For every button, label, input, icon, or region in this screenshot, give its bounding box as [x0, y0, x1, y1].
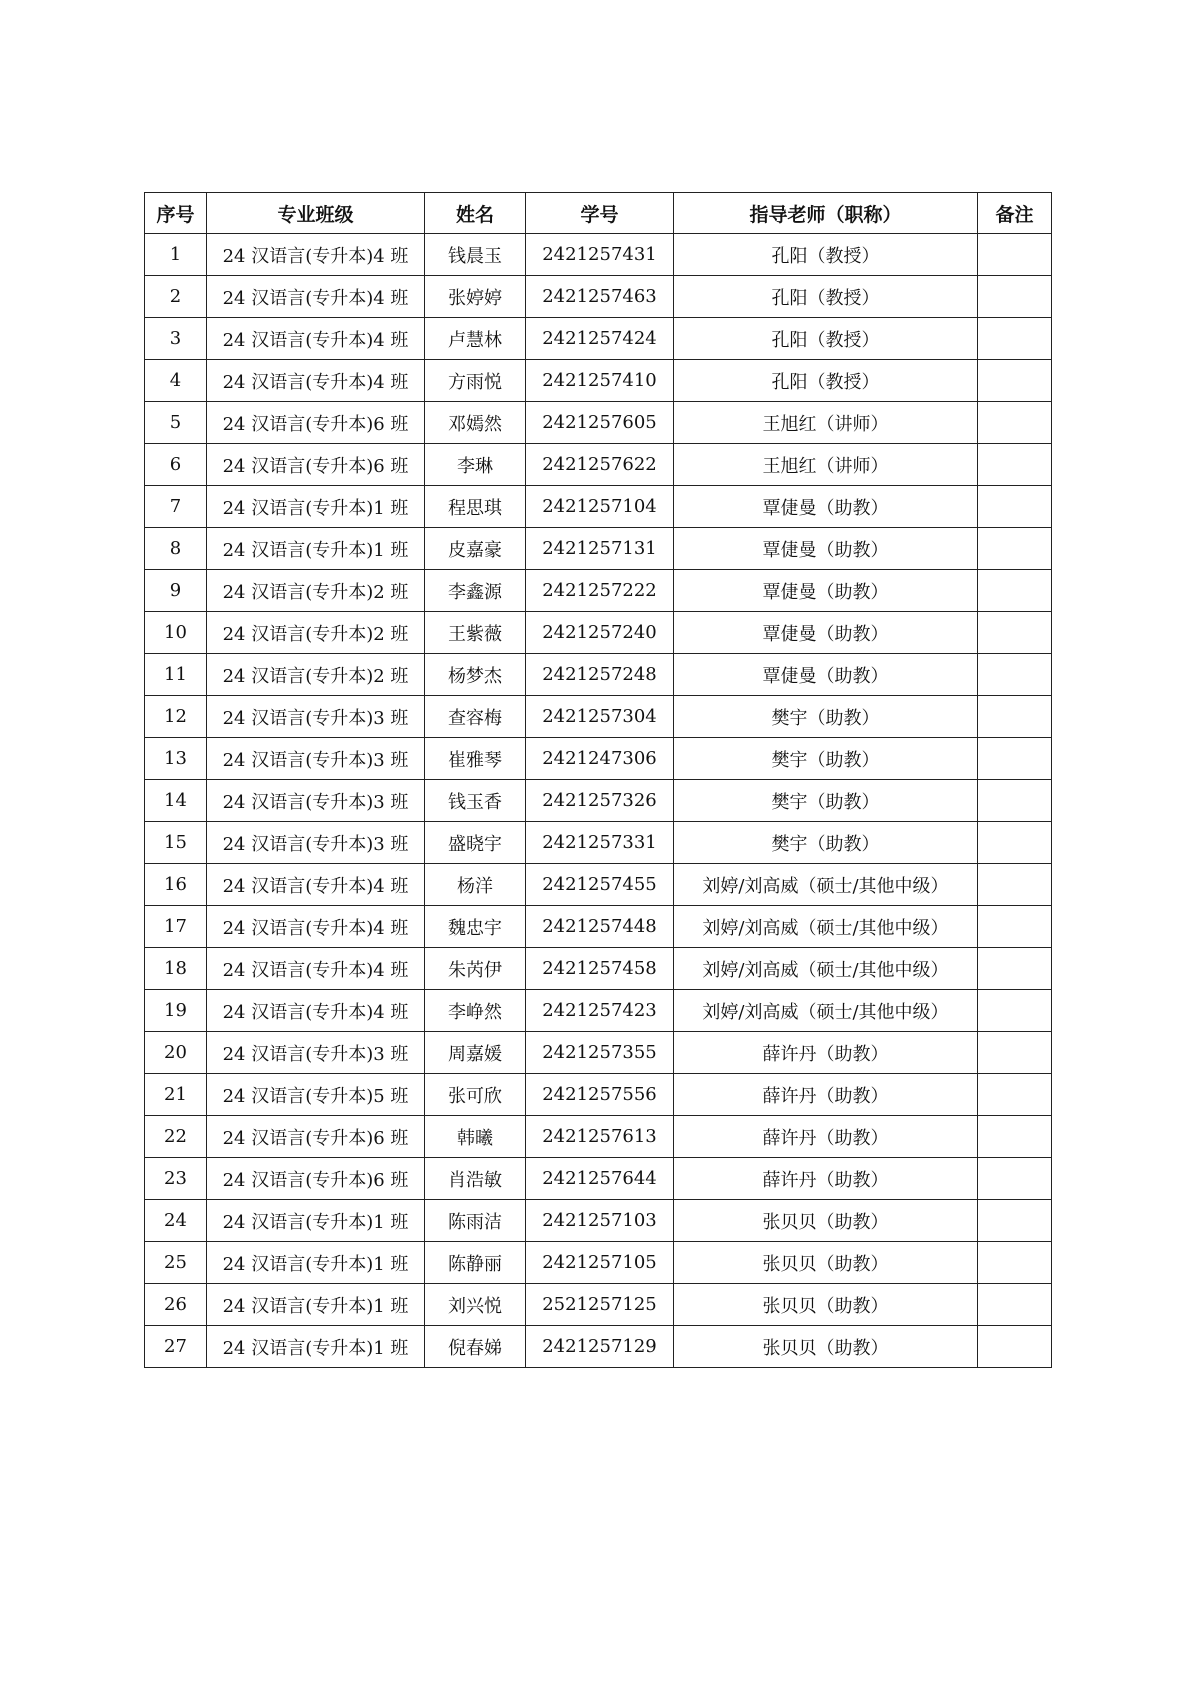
cell-note — [978, 486, 1052, 528]
cell-student-id: 2421257105 — [526, 1242, 674, 1284]
cell-name: 朱芮伊 — [425, 948, 526, 990]
cell-no: 12 — [145, 696, 207, 738]
cell-no: 20 — [145, 1032, 207, 1074]
cell-advisor: 孔阳（教授） — [674, 318, 978, 360]
table-body — [145, 234, 1052, 1368]
cell-student-id: 2421257131 — [526, 528, 674, 570]
cell-name: 张婷婷 — [425, 276, 526, 318]
cell-student-id: 2421257103 — [526, 1200, 674, 1242]
cell-name: 李琳 — [425, 444, 526, 486]
cell-class: 24 汉语言(专升本)1 班 — [207, 1242, 425, 1284]
cell-class: 24 汉语言(专升本)1 班 — [207, 1284, 425, 1326]
cell-no: 15 — [145, 822, 207, 864]
table-row — [145, 738, 1052, 780]
cell-name: 钱玉香 — [425, 780, 526, 822]
table-row — [145, 234, 1052, 276]
cell-advisor: 薛许丹（助教） — [674, 1158, 978, 1200]
cell-name: 程思琪 — [425, 486, 526, 528]
cell-name: 查容梅 — [425, 696, 526, 738]
cell-student-id: 2421257463 — [526, 276, 674, 318]
cell-student-id: 2421257240 — [526, 612, 674, 654]
cell-student-id: 2421257355 — [526, 1032, 674, 1074]
cell-no: 19 — [145, 990, 207, 1032]
cell-note — [978, 654, 1052, 696]
cell-class: 24 汉语言(专升本)3 班 — [207, 1032, 425, 1074]
header-advisor: 指导老师（职称） — [674, 193, 978, 234]
cell-advisor: 张贝贝（助教） — [674, 1326, 978, 1368]
cell-student-id: 2421257410 — [526, 360, 674, 402]
cell-note — [978, 1326, 1052, 1368]
cell-no: 26 — [145, 1284, 207, 1326]
cell-name: 邓嫣然 — [425, 402, 526, 444]
table-row — [145, 990, 1052, 1032]
cell-class: 24 汉语言(专升本)2 班 — [207, 654, 425, 696]
cell-student-id: 2421257622 — [526, 444, 674, 486]
cell-student-id: 2421257129 — [526, 1326, 674, 1368]
cell-no: 10 — [145, 612, 207, 654]
cell-class: 24 汉语言(专升本)4 班 — [207, 948, 425, 990]
header-name: 姓名 — [425, 193, 526, 234]
cell-note — [978, 822, 1052, 864]
cell-class: 24 汉语言(专升本)3 班 — [207, 822, 425, 864]
cell-no: 18 — [145, 948, 207, 990]
cell-class: 24 汉语言(专升本)3 班 — [207, 696, 425, 738]
cell-advisor: 覃倢曼（助教） — [674, 612, 978, 654]
cell-class: 24 汉语言(专升本)3 班 — [207, 738, 425, 780]
cell-class: 24 汉语言(专升本)6 班 — [207, 1158, 425, 1200]
cell-no: 3 — [145, 318, 207, 360]
cell-student-id: 2421257644 — [526, 1158, 674, 1200]
cell-note — [978, 864, 1052, 906]
cell-student-id: 2421257613 — [526, 1116, 674, 1158]
cell-student-id: 2421257104 — [526, 486, 674, 528]
cell-advisor: 孔阳（教授） — [674, 276, 978, 318]
cell-class: 24 汉语言(专升本)1 班 — [207, 1200, 425, 1242]
cell-student-id: 2421257326 — [526, 780, 674, 822]
cell-advisor: 孔阳（教授） — [674, 234, 978, 276]
cell-student-id: 2421257455 — [526, 864, 674, 906]
table-row — [145, 1284, 1052, 1326]
cell-advisor: 张贝贝（助教） — [674, 1200, 978, 1242]
header-class: 专业班级 — [207, 193, 425, 234]
cell-name: 陈雨洁 — [425, 1200, 526, 1242]
cell-name: 刘兴悦 — [425, 1284, 526, 1326]
cell-student-id: 2421257222 — [526, 570, 674, 612]
cell-name: 陈静丽 — [425, 1242, 526, 1284]
cell-student-id: 2421257458 — [526, 948, 674, 990]
cell-advisor: 樊宇（助教） — [674, 738, 978, 780]
cell-student-id: 2421257448 — [526, 906, 674, 948]
cell-name: 肖浩敏 — [425, 1158, 526, 1200]
cell-note — [978, 234, 1052, 276]
table-row — [145, 444, 1052, 486]
cell-class: 24 汉语言(专升本)6 班 — [207, 402, 425, 444]
cell-no: 8 — [145, 528, 207, 570]
cell-name: 杨梦杰 — [425, 654, 526, 696]
cell-class: 24 汉语言(专升本)4 班 — [207, 990, 425, 1032]
cell-student-id: 2421257424 — [526, 318, 674, 360]
cell-no: 21 — [145, 1074, 207, 1116]
header-note: 备注 — [978, 193, 1052, 234]
cell-class: 24 汉语言(专升本)4 班 — [207, 318, 425, 360]
table-row — [145, 906, 1052, 948]
cell-no: 2 — [145, 276, 207, 318]
cell-note — [978, 612, 1052, 654]
table-row — [145, 1200, 1052, 1242]
cell-class: 24 汉语言(专升本)6 班 — [207, 1116, 425, 1158]
cell-class: 24 汉语言(专升本)3 班 — [207, 780, 425, 822]
table-row — [145, 864, 1052, 906]
cell-student-id: 2421257605 — [526, 402, 674, 444]
cell-advisor: 刘婷/刘高威（硕士/其他中级） — [674, 864, 978, 906]
header-no: 序号 — [145, 193, 207, 234]
cell-class: 24 汉语言(专升本)2 班 — [207, 570, 425, 612]
cell-class: 24 汉语言(专升本)2 班 — [207, 612, 425, 654]
cell-no: 1 — [145, 234, 207, 276]
cell-class: 24 汉语言(专升本)4 班 — [207, 906, 425, 948]
cell-advisor: 覃倢曼（助教） — [674, 486, 978, 528]
cell-student-id: 2421247306 — [526, 738, 674, 780]
cell-class: 24 汉语言(专升本)1 班 — [207, 486, 425, 528]
table-row — [145, 276, 1052, 318]
cell-no: 25 — [145, 1242, 207, 1284]
table-row — [145, 528, 1052, 570]
cell-advisor: 樊宇（助教） — [674, 780, 978, 822]
table-row — [145, 570, 1052, 612]
cell-name: 李鑫源 — [425, 570, 526, 612]
cell-name: 崔雅琴 — [425, 738, 526, 780]
table-row — [145, 654, 1052, 696]
cell-advisor: 张贝贝（助教） — [674, 1242, 978, 1284]
cell-class: 24 汉语言(专升本)6 班 — [207, 444, 425, 486]
cell-no: 7 — [145, 486, 207, 528]
cell-advisor: 薛许丹（助教） — [674, 1116, 978, 1158]
cell-advisor: 薛许丹（助教） — [674, 1032, 978, 1074]
cell-note — [978, 696, 1052, 738]
table-row — [145, 1242, 1052, 1284]
cell-advisor: 薛许丹（助教） — [674, 1074, 978, 1116]
cell-name: 魏忠宇 — [425, 906, 526, 948]
cell-note — [978, 1200, 1052, 1242]
cell-advisor: 刘婷/刘高威（硕士/其他中级） — [674, 948, 978, 990]
cell-name: 周嘉媛 — [425, 1032, 526, 1074]
cell-no: 27 — [145, 1326, 207, 1368]
cell-note — [978, 1158, 1052, 1200]
cell-name: 皮嘉豪 — [425, 528, 526, 570]
cell-student-id: 2421257431 — [526, 234, 674, 276]
cell-note — [978, 1116, 1052, 1158]
cell-class: 24 汉语言(专升本)5 班 — [207, 1074, 425, 1116]
cell-advisor: 樊宇（助教） — [674, 822, 978, 864]
table-row — [145, 1326, 1052, 1368]
cell-note — [978, 906, 1052, 948]
cell-no: 4 — [145, 360, 207, 402]
student-advisor-table — [144, 192, 1052, 1368]
cell-no: 24 — [145, 1200, 207, 1242]
cell-note — [978, 318, 1052, 360]
header-student-id: 学号 — [526, 193, 674, 234]
table-row — [145, 1158, 1052, 1200]
cell-no: 14 — [145, 780, 207, 822]
cell-note — [978, 948, 1052, 990]
cell-student-id: 2421257331 — [526, 822, 674, 864]
cell-class: 24 汉语言(专升本)4 班 — [207, 234, 425, 276]
cell-name: 倪春娣 — [425, 1326, 526, 1368]
table-header-row — [145, 193, 1052, 234]
cell-no: 13 — [145, 738, 207, 780]
cell-no: 5 — [145, 402, 207, 444]
cell-note — [978, 738, 1052, 780]
cell-class: 24 汉语言(专升本)1 班 — [207, 528, 425, 570]
cell-advisor: 覃倢曼（助教） — [674, 528, 978, 570]
cell-no: 17 — [145, 906, 207, 948]
cell-advisor: 刘婷/刘高威（硕士/其他中级） — [674, 906, 978, 948]
cell-note — [978, 570, 1052, 612]
table-row — [145, 318, 1052, 360]
table-row — [145, 1116, 1052, 1158]
cell-note — [978, 360, 1052, 402]
cell-note — [978, 1032, 1052, 1074]
table-row — [145, 486, 1052, 528]
cell-no: 16 — [145, 864, 207, 906]
cell-name: 卢慧林 — [425, 318, 526, 360]
table-row — [145, 360, 1052, 402]
cell-class: 24 汉语言(专升本)1 班 — [207, 1326, 425, 1368]
cell-no: 22 — [145, 1116, 207, 1158]
cell-student-id: 2421257248 — [526, 654, 674, 696]
cell-advisor: 王旭红（讲师） — [674, 444, 978, 486]
cell-advisor: 覃倢曼（助教） — [674, 654, 978, 696]
cell-name: 李峥然 — [425, 990, 526, 1032]
cell-class: 24 汉语言(专升本)4 班 — [207, 864, 425, 906]
cell-no: 11 — [145, 654, 207, 696]
cell-advisor: 孔阳（教授） — [674, 360, 978, 402]
cell-name: 杨洋 — [425, 864, 526, 906]
table-row — [145, 696, 1052, 738]
table-row — [145, 402, 1052, 444]
cell-student-id: 2421257556 — [526, 1074, 674, 1116]
cell-class: 24 汉语言(专升本)4 班 — [207, 360, 425, 402]
cell-class: 24 汉语言(专升本)4 班 — [207, 276, 425, 318]
cell-name: 韩曦 — [425, 1116, 526, 1158]
cell-advisor: 刘婷/刘高威（硕士/其他中级） — [674, 990, 978, 1032]
cell-no: 23 — [145, 1158, 207, 1200]
cell-student-id: 2421257304 — [526, 696, 674, 738]
cell-advisor: 覃倢曼（助教） — [674, 570, 978, 612]
cell-note — [978, 1074, 1052, 1116]
cell-name: 张可欣 — [425, 1074, 526, 1116]
table-row — [145, 948, 1052, 990]
cell-advisor: 王旭红（讲师） — [674, 402, 978, 444]
table-row — [145, 822, 1052, 864]
cell-note — [978, 1284, 1052, 1326]
cell-advisor: 张贝贝（助教） — [674, 1284, 978, 1326]
cell-note — [978, 1242, 1052, 1284]
cell-note — [978, 990, 1052, 1032]
cell-note — [978, 528, 1052, 570]
table-row — [145, 780, 1052, 822]
cell-name: 钱晨玉 — [425, 234, 526, 276]
cell-note — [978, 276, 1052, 318]
cell-note — [978, 444, 1052, 486]
cell-name: 方雨悦 — [425, 360, 526, 402]
cell-no: 6 — [145, 444, 207, 486]
document-page — [144, 192, 1051, 1368]
cell-name: 盛晓宇 — [425, 822, 526, 864]
cell-note — [978, 402, 1052, 444]
cell-note — [978, 780, 1052, 822]
cell-student-id: 2421257423 — [526, 990, 674, 1032]
table-row — [145, 612, 1052, 654]
cell-student-id: 2521257125 — [526, 1284, 674, 1326]
table-row — [145, 1074, 1052, 1116]
table-row — [145, 1032, 1052, 1074]
cell-no: 9 — [145, 570, 207, 612]
cell-advisor: 樊宇（助教） — [674, 696, 978, 738]
cell-name: 王紫薇 — [425, 612, 526, 654]
